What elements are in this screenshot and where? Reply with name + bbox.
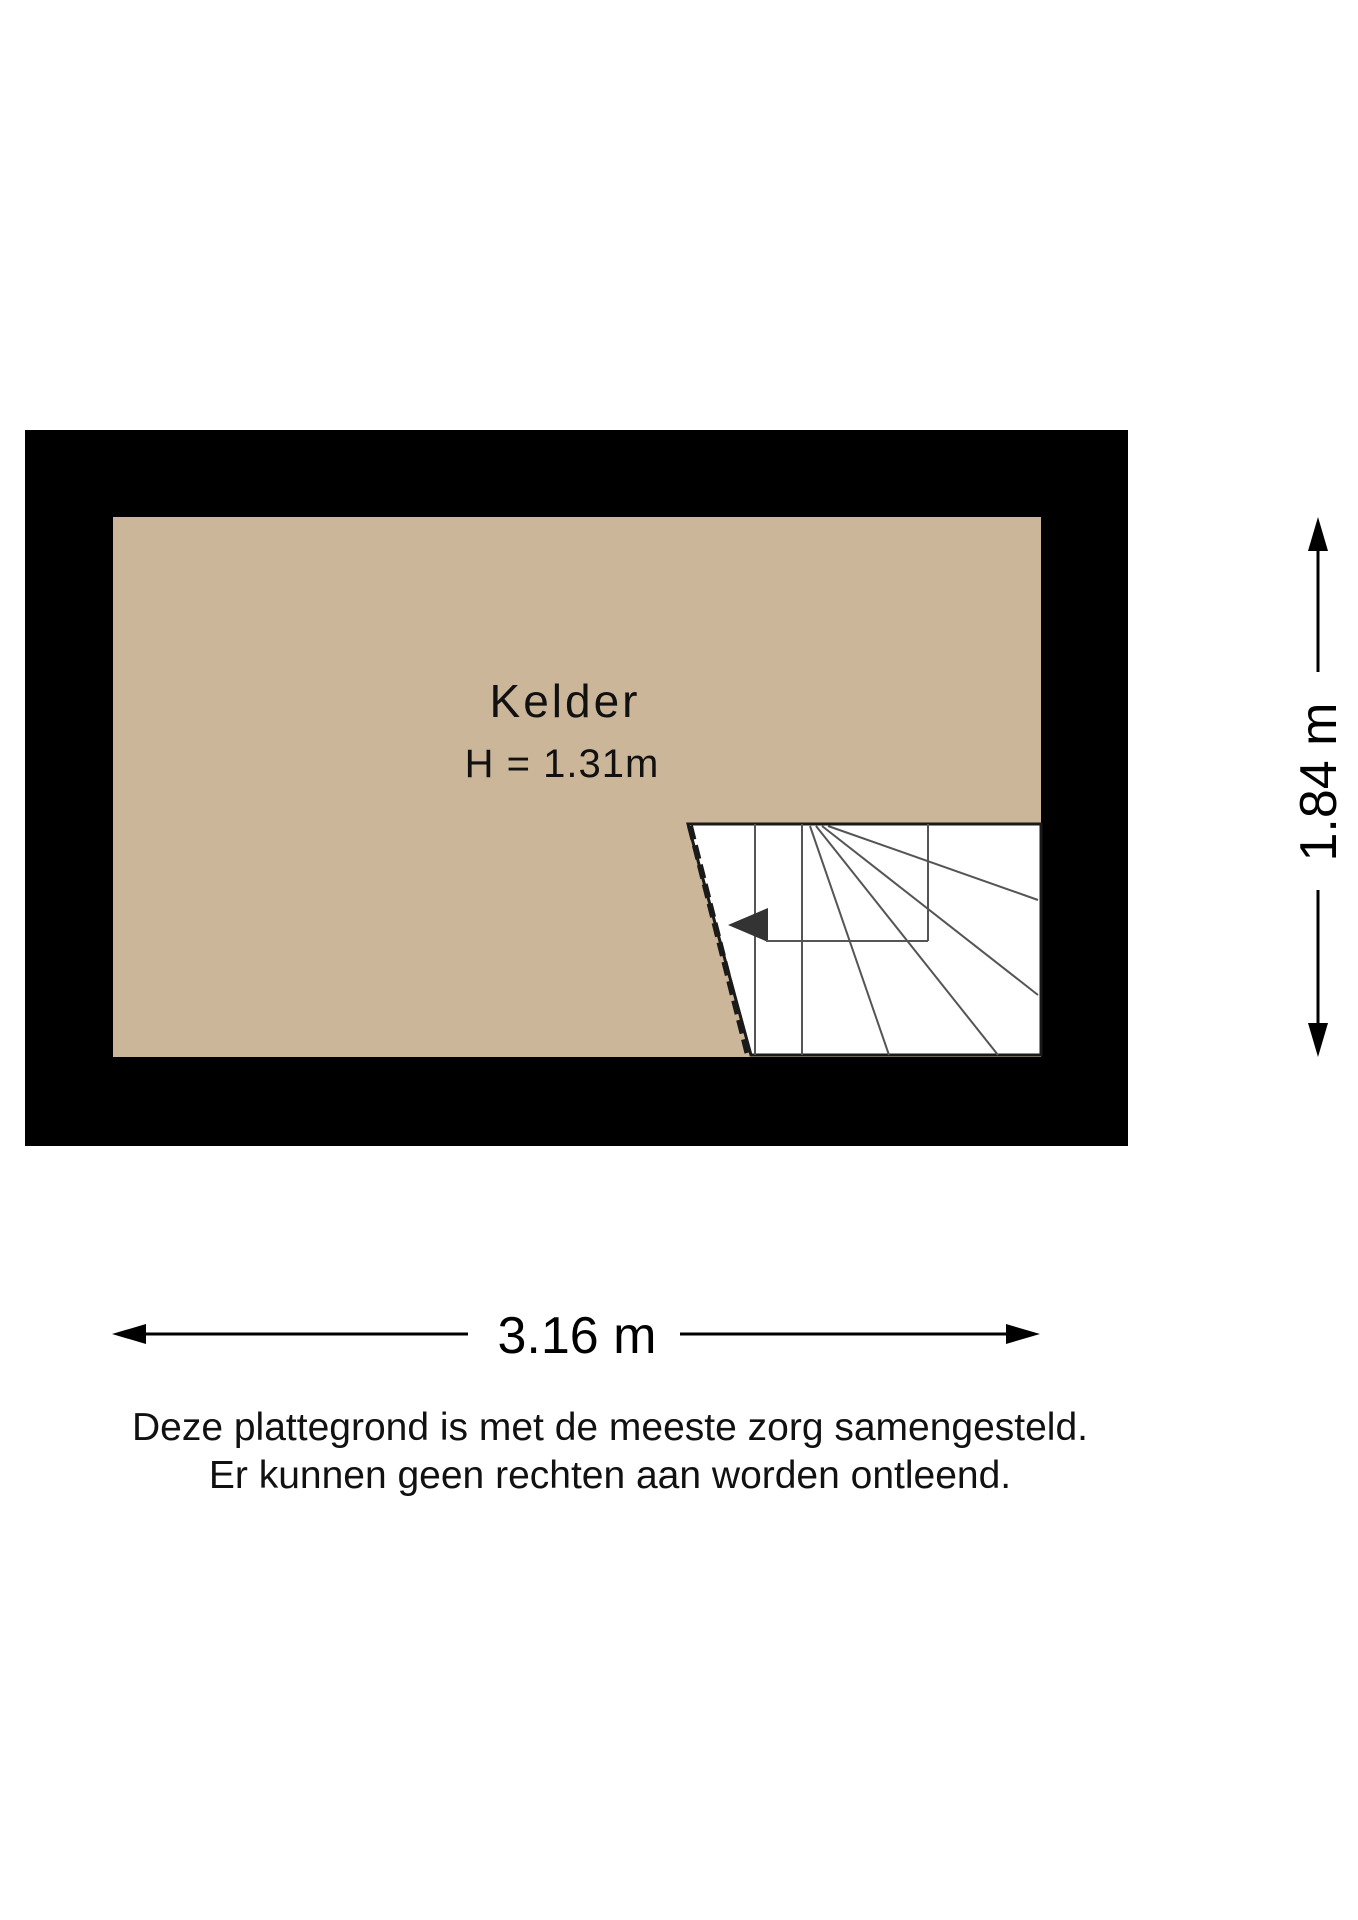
- arrow-down-icon: [1308, 1023, 1328, 1057]
- width-label: 3.16 m: [497, 1307, 657, 1365]
- depth-label: 1.84 m: [1290, 702, 1348, 862]
- arrow-left-icon: [112, 1324, 146, 1344]
- arrow-up-icon: [1308, 517, 1328, 551]
- depth-dimension: [1290, 517, 1348, 1057]
- staircase: [688, 824, 1041, 1055]
- room-height: H = 1.31m: [464, 742, 660, 786]
- arrow-right-icon: [1006, 1324, 1040, 1344]
- width-dimension: [112, 1307, 1040, 1365]
- disclaimer-line-1: Deze plattegrond is met de meeste zorg samengesteld.: [131, 1406, 1088, 1449]
- room-name: Kelder: [489, 675, 641, 727]
- disclaimer-line-2: Er kunnen geen rechten aan worden ontleend.: [208, 1454, 1012, 1497]
